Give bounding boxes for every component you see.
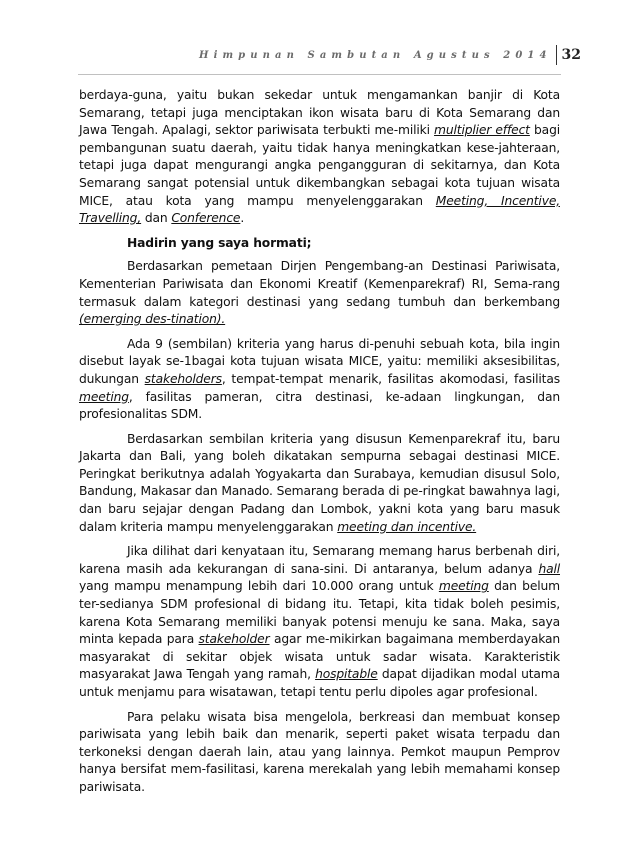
- emphasis: stakeholders: [144, 371, 222, 386]
- emphasis: Conference: [171, 211, 241, 226]
- emphasis: stakeholder: [198, 632, 270, 647]
- paragraph-5: Jika dilihat dari kenyataan itu, Semarang memang harus berbenah diri, karena masih ada kekurangan di sana-sini. Di antaranya, belum adanya hall yang mampu menampung lebih dari 10.000 orang untuk meeting dan belum ter-sedianya SDM profesional di bidang itu. Tetapi, kita tidak boleh pesimis, karena Kota Semarang memiliki banyak potensi menuju ke sana. Maka, saya minta kepada para stakeholder agar me-mikirkan bagaimana memberdayakan masyarakat di sekitar objek wisata untuk sadar wisata. Karakteristik masyarakat Jawa Tengah yang ramah, hospitable dapat dijadikan modal utama untuk menjamu para wisatawan, tetapi tentu perlu dipoles agar profesional.: [79, 544, 561, 699]
- emphasis: Meeting, Incentive, Travelling,: [79, 193, 560, 226]
- running-title: Himpunan Sambutan Agustus 2014: [199, 49, 552, 61]
- document-body: [79, 87, 560, 804]
- emphasis: meeting dan incentive.: [337, 519, 477, 534]
- emphasis: hospitable: [315, 667, 378, 682]
- paragraph-1: berdaya-guna, yaitu bukan sekedar untuk mengamankan banjir di Kota Semarang, tetapi juga menciptakan ikon wisata baru di Kota Semarang dan Jawa Tengah. Apalagi, sektor pariwisata terbukti me-miliki multiplier effect bagi pembangunan suatu daerah, yaitu tidak hanya meningkatkan kese-jahteraan, tetapi juga dapat mengurangi angka pengangguran di sekitarnya, dan Kota Semarang sangat potensial untuk dikembangkan sebagai kota tujuan wisata MICE, atau kota yang mampu menyelenggarakan Meeting, Incentive, Travelling, dan Conference.: [79, 88, 560, 226]
- paragraph-2: Berdasarkan pemetaan Dirjen Pengembang-an Destinasi Pariwisata, Kementerian Pariwisata dan Ekonomi Kreatif (Kemenparekraf) RI, Sema-rang termasuk dalam kategori destinasi yang sedang tumbuh dan berkembang (emerging des-tination).: [79, 259, 560, 327]
- header-rule: [78, 74, 561, 75]
- paragraph-4: Berdasarkan sembilan kriteria yang disusun Kemenparekraf itu, baru Jakarta dan Bali, yang boleh dikatakan sempurna sebagai destinasi MICE. Peringkat berikutnya adalah Yogyakarta dan Surabaya, kemudian disusul Solo, Bandung, Makasar dan Manado. Semarang berada di pe-ringkat bawahnya lagi, dan baru sejajar dengan Padang dan Lombok, yakni kota yang baru masuk dalam kriteria mampu menyelenggarakan meeting dan incentive.: [79, 431, 560, 534]
- emphasis: meeting: [79, 389, 129, 404]
- header-separator: [556, 45, 557, 65]
- emphasis: (emerging des-tination).: [79, 312, 226, 327]
- page-header: [199, 43, 581, 67]
- emphasis: hall: [538, 561, 560, 576]
- section-heading: Hadirin yang saya hormati;: [127, 235, 312, 250]
- emphasis: multiplier effect: [434, 123, 530, 138]
- paragraph-6: Para pelaku wisata bisa mengelola, berkreasi dan membuat konsep pariwisata yang lebih baik dan menarik, seperti paket wisata terpadu dan terkoneksi dengan daerah lain, atau yang lainnya. Pemkot maupun Pemprov hanya bersifat mem-fasilitasi, karena merekalah yang lebih memahami konsep pariwisata.: [79, 709, 560, 794]
- page-number: 32: [561, 47, 581, 63]
- emphasis: meeting: [438, 579, 489, 594]
- paragraph-3: Ada 9 (sembilan) kriteria yang harus di-penuhi sebuah kota, bila ingin disebut layak se-1bagai kota tujuan wisata MICE, yaitu: memiliki aksesibilitas, dukungan stakeholders, tempat-tempat menarik, fasilitas akomodasi, fasilitas meeting, fasilitas pameran, citra destinasi, ke-adaan lingkungan, dan profesionalitas SDM.: [79, 336, 560, 422]
